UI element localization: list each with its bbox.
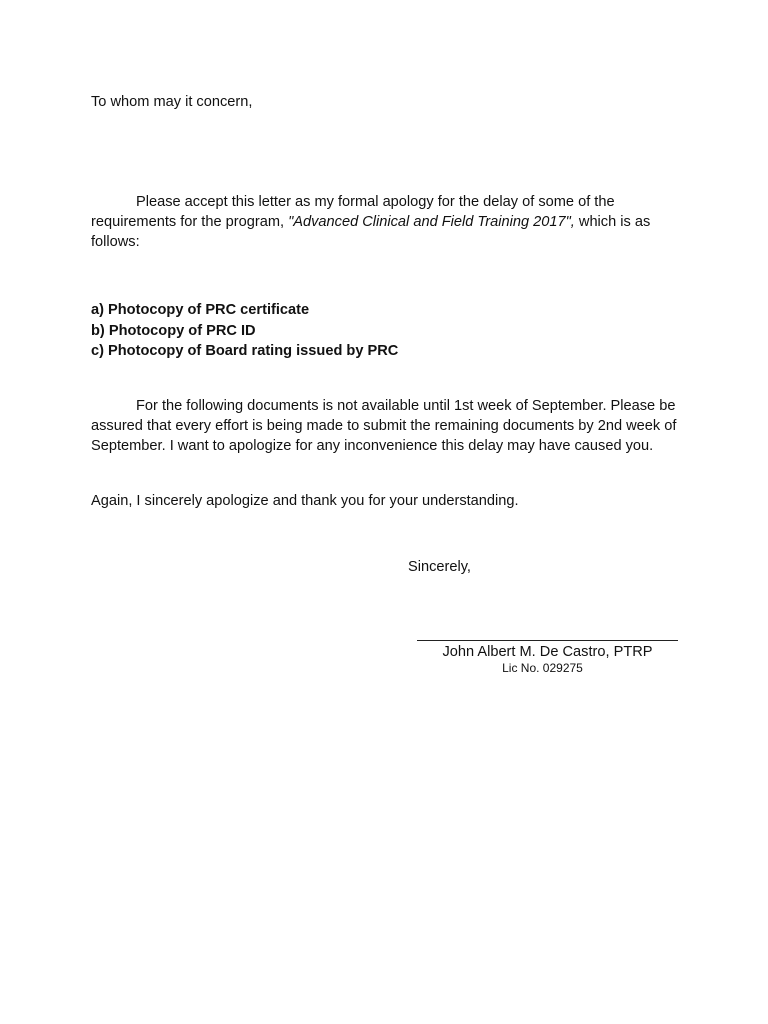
apology-text: Please accept this letter as my formal apology for the delay of some of the requirements for the program, xyxy=(91,194,615,230)
requirement-item: c) Photocopy of Board rating issued by PRC xyxy=(91,343,399,359)
salutation: To whom may it concern, xyxy=(91,94,253,110)
apology-paragraph xyxy=(91,192,691,252)
signer-name: John Albert M. De Castro, PTRP xyxy=(442,644,653,660)
thanks-paragraph: Again, I sincerely apologize and thank you for your understanding. xyxy=(91,493,519,509)
apology-text-end: which is as follows: xyxy=(91,214,651,250)
requirements-list xyxy=(91,300,398,362)
availability-paragraph xyxy=(91,396,691,456)
requirement-item: b) Photocopy of PRC ID xyxy=(91,322,256,339)
signature-line xyxy=(417,640,678,641)
availability-text: For the following documents is not available until 1st week of September. Please be assured that every effort is being made to submit the remaining documents by 2nd week of September. I want to apologize for any inconvenience this delay may have caused you. xyxy=(91,398,677,454)
license-number: Lic No. 029275 xyxy=(502,661,583,675)
closing: Sincerely, xyxy=(408,559,471,575)
requirement-item: a) Photocopy of PRC certificate xyxy=(91,302,310,318)
program-name: "Advanced Clinical and Field Training 2017", xyxy=(288,214,575,230)
